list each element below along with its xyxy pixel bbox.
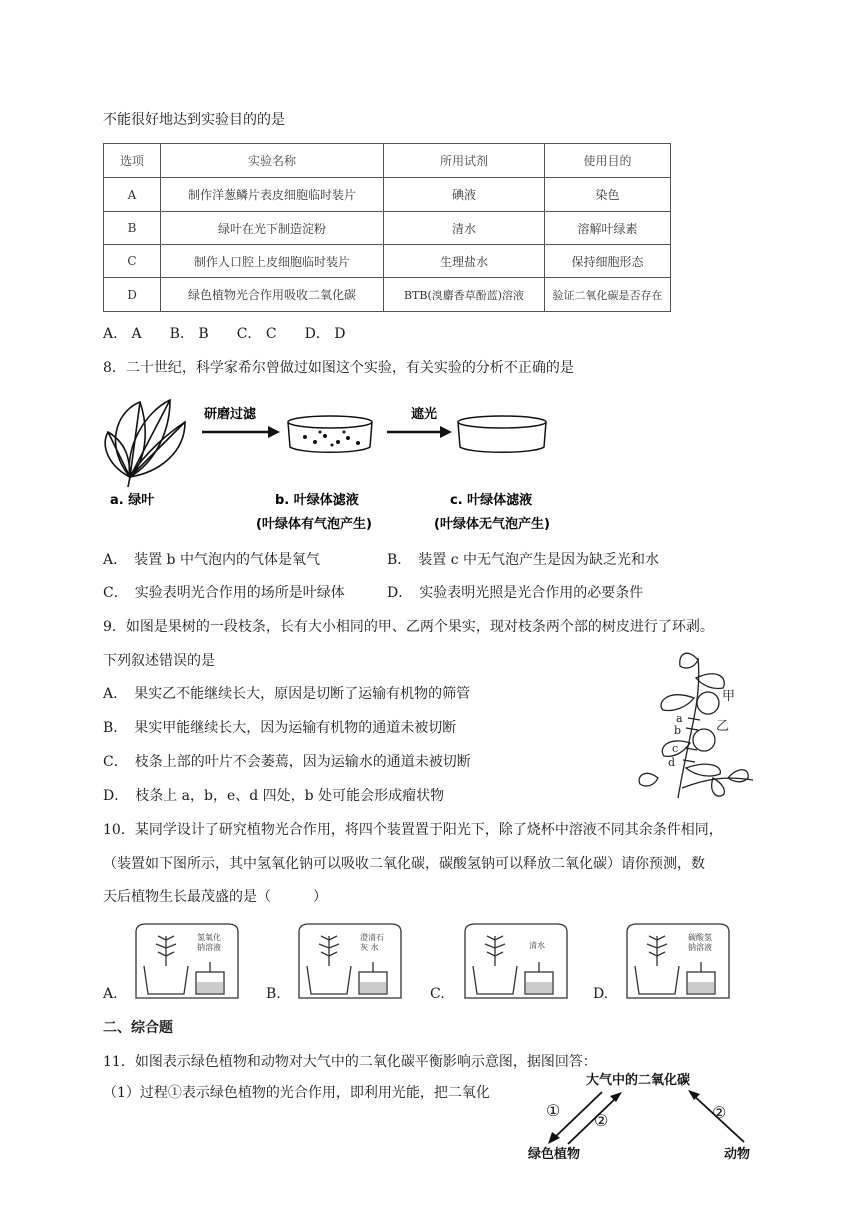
q10-device-letter-b: B.	[266, 986, 281, 1002]
solution-label: 澄清石灰 水	[360, 933, 384, 952]
q8-option-a: A． 装置 b 中气泡内的气体是氧气	[103, 552, 320, 568]
section-title: 二、综合题	[103, 1020, 173, 1036]
table-row	[104, 245, 671, 278]
plant-label: 绿色植物	[528, 1147, 581, 1162]
dish-c	[458, 416, 546, 452]
co2-label: 大气中的二氧化碳	[586, 1073, 691, 1088]
label-d-mark: d	[668, 756, 676, 769]
q9-option-b: B． 果实甲能继续长大，因为运输有机物的通道未被切断	[103, 720, 457, 736]
table-cell: C	[104, 245, 161, 278]
table-cell: A	[104, 178, 161, 212]
table-header-purpose: 使用目的	[545, 144, 671, 178]
solution-label: 碳酸氢钠溶液	[688, 933, 712, 952]
table-row	[104, 178, 671, 212]
device-d	[625, 922, 731, 1002]
arrow1-label: 研磨过滤	[204, 407, 257, 422]
q7-choices: A． A B． B C． C D． D	[103, 326, 346, 342]
q8-stem: 8．二十世纪，科学家希尔曾做过如图这个实验，有关实验的分析不正确的是	[103, 360, 574, 376]
table-header-option: 选项	[104, 144, 161, 178]
q9-branch-figure	[628, 648, 760, 810]
table-row	[104, 278, 671, 312]
bubbles	[303, 431, 360, 447]
device-b	[297, 922, 403, 1002]
table-cell: 绿色植物光合作用吸收二氧化碳	[161, 278, 384, 312]
device-c	[463, 922, 569, 1002]
q11-stem: 11．如图表示绿色植物和动物对大气中的二氧化碳平衡影响示意图，据图回答：	[103, 1054, 597, 1070]
table-cell: 绿叶在光下制造淀粉	[161, 212, 384, 245]
q9-option-c: C． 枝条上部的叶片不会萎蔫，因为运输水的通道未被切断	[103, 754, 471, 770]
animal-label: 动物	[724, 1147, 751, 1162]
q8-option-d: D． 实验表明光照是光合作用的必要条件	[387, 585, 644, 601]
q11-sub1: （1）过程①表示绿色植物的光合作用，即利用光能，把二氧化	[103, 1085, 490, 1101]
label-jia: 甲	[722, 689, 736, 704]
table-row	[104, 212, 671, 245]
table-cell: D	[104, 278, 161, 312]
label-yi: 乙	[716, 719, 730, 734]
q9-stem-line1: 9．如图是果树的一段枝条，长有大小相同的甲、乙两个果实，现对枝条两个部的树皮进行了环剥。	[103, 619, 714, 635]
q10-device-letter-d: D.	[593, 986, 609, 1002]
label-b-mark: b	[674, 724, 682, 737]
q9-option-a: A． 果实乙不能继续长大，原因是切断了运输有机物的筛管	[103, 686, 471, 702]
q10-device-letter-c: C.	[430, 986, 445, 1002]
dish-b	[288, 416, 372, 452]
q8-option-c: C． 实验表明光合作用的场所是叶绿体	[103, 585, 345, 601]
process-2-animal-label: ②	[712, 1103, 727, 1122]
process-1-label: ①	[546, 1101, 561, 1120]
q7-stem-tail: 不能很好地达到实验目的的是	[103, 112, 285, 128]
q8-option-b: B． 装置 c 中无气泡产生是因为缺乏光和水	[387, 552, 660, 568]
table-cell: 保持细胞形态	[545, 245, 671, 278]
green-leaf-drawing	[105, 400, 185, 487]
label-c: c. 叶绿体滤液	[450, 493, 533, 508]
solution-label: 清水	[529, 941, 545, 950]
table-cell: 溶解叶绿素	[545, 212, 671, 245]
table-cell: 制作人口腔上皮细胞临时装片	[161, 245, 384, 278]
table-cell: 验证二氧化碳是否存在	[545, 278, 671, 312]
table-cell: 制作洋葱鳞片表皮细胞临时装片	[161, 178, 384, 212]
q8-figure	[100, 392, 620, 542]
q11-figure	[524, 1068, 774, 1168]
q9-option-d: D． 枝条上 a，b，e、d 四处，b 处可能会形成瘤状物	[103, 788, 445, 804]
label-b: b. 叶绿体滤液	[275, 493, 359, 508]
solution-label: 氢氧化钠溶液	[197, 933, 221, 952]
table-header-experiment: 实验名称	[161, 144, 384, 178]
note-b: (叶绿体有气泡产生)	[256, 517, 372, 532]
table-cell: B	[104, 212, 161, 245]
note-c: (叶绿体无气泡产生)	[434, 517, 550, 532]
q10-device-letter-a: A.	[103, 986, 118, 1002]
table-header-reagent: 所用试剂	[384, 144, 545, 178]
label-c-mark: c	[672, 742, 679, 755]
process-2-label: ②	[594, 1111, 609, 1130]
label-a: a. 绿叶	[110, 493, 155, 508]
table-cell: 碘液	[384, 178, 545, 212]
arrow2-label: 遮光	[411, 407, 438, 422]
device-a	[134, 922, 240, 1002]
table-cell: 生理盐水	[384, 245, 545, 278]
q10-stem-line2: （装置如下图所示，其中氢氧化钠可以吸收二氧化碳，碳酸氢钠可以释放二氧化碳）请你预测，数	[103, 856, 705, 872]
table-cell: 清水	[384, 212, 545, 245]
q10-stem-line3: 天后植物生长最茂盛的是（ ）	[103, 889, 327, 905]
label-a-mark: a	[676, 712, 683, 725]
q7-table	[103, 143, 671, 312]
table-cell: 染色	[545, 178, 671, 212]
table-cell: BTB(溴麝香草酚蓝)溶液	[384, 278, 545, 312]
q9-stem-line2: 下列叙述错误的是	[103, 653, 215, 669]
q10-stem-line1: 10．某同学设计了研究植物光合作用，将四个装置置于阳光下，除了烧杯中溶液不同其余条件相同，	[103, 822, 723, 838]
